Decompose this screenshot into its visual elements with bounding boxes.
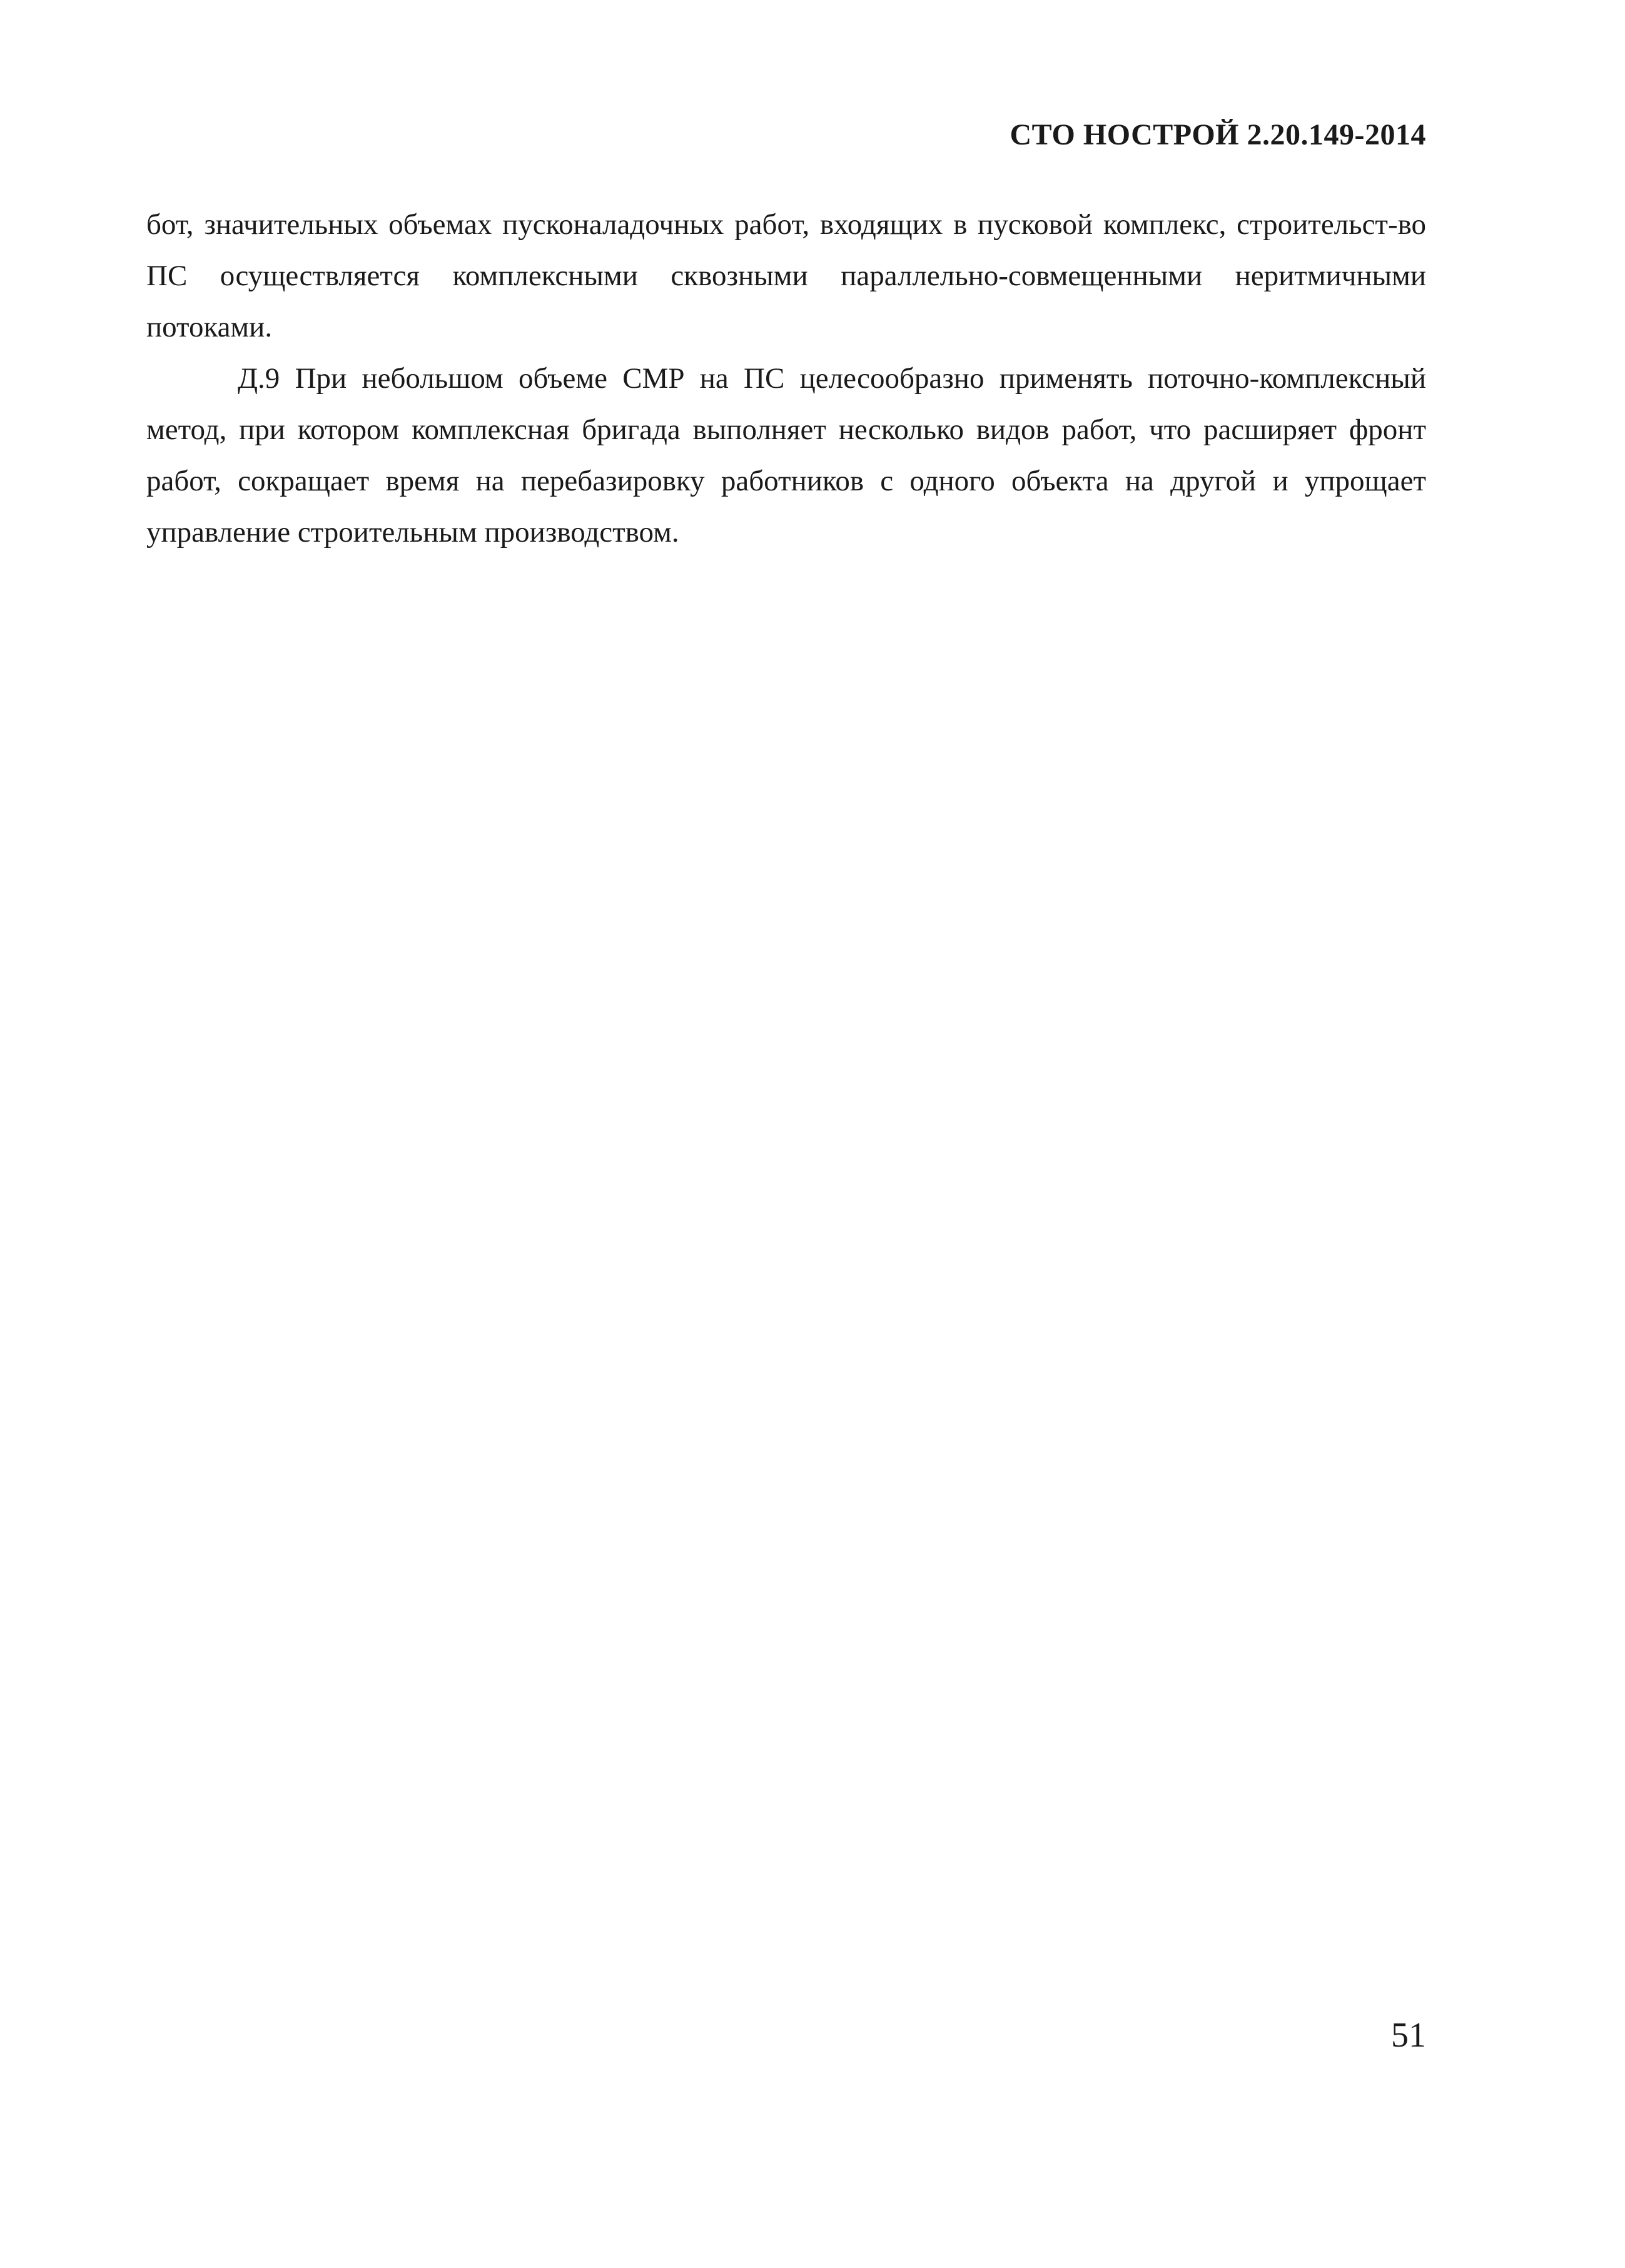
body-text [146, 199, 1426, 558]
paragraph-d9: Д.9 При небольшом объеме СМР на ПС целесообразно применять поточно-комплексный метод, при котором комплексная бригада выполняет несколько видов работ, что расширяет фронт работ, сокращает время на перебазировку работников с одного объекта на другой и упрощает управление строительным производством. [146, 362, 1426, 549]
paragraph-continuation: бот, значительных объемах пусконаладочных работ, входящих в пусковой комплекс, строительст-во ПС осуществляется комплексными сквозными параллельно-совмещенными неритмичными потоками. [146, 208, 1426, 343]
document-code-header: СТО НОСТРОЙ 2.20.149-2014 [1010, 118, 1426, 151]
page-number: 51 [1391, 2016, 1426, 2055]
